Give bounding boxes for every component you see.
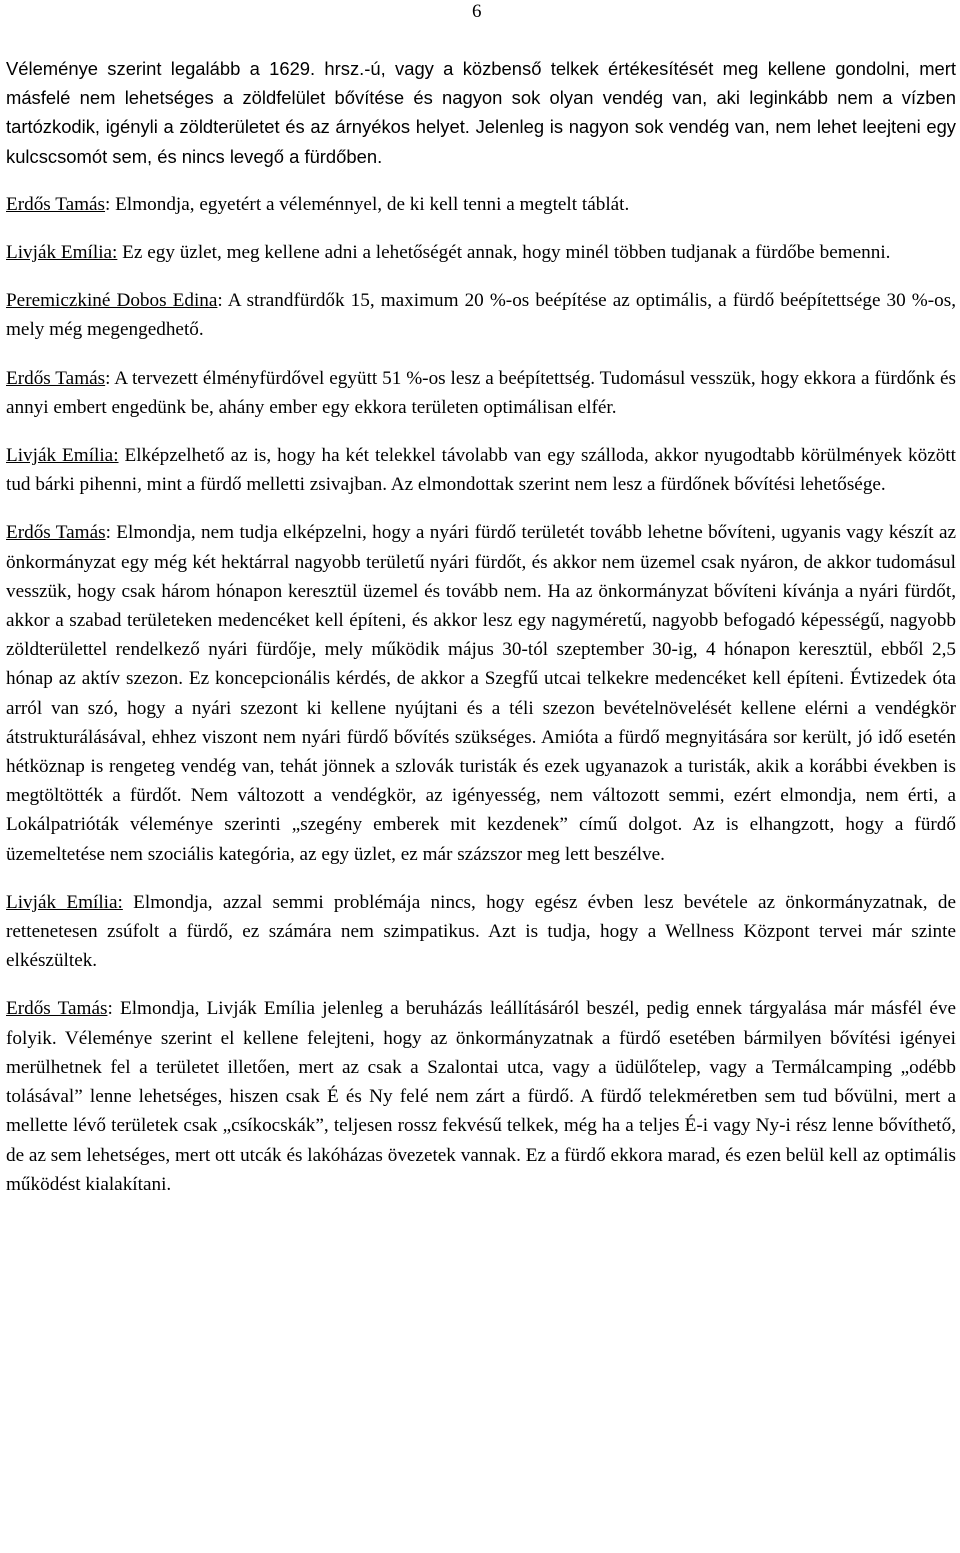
speaker-name: Peremiczkiné Dobos Edina [6, 290, 218, 312]
paragraph-text: : Elmondja, Livják Emília jelenleg a beruházás leállításáról beszél, pedig ennek tárgyalása már másfél éve folyik. Véleménye szerint el kellene felejteni, hogy az önkormányzatnak a fürdő esetében bármilyen bővítési igényei merülhetnek fel a területet illetően, mert az csak a Szalontai utca, vagy a üdülőtelep, vagy a Termálcamping „odébb tolásával” lenne lehetséges, hiszen csak É és Ny felé nem zárt a fürdő. A fürdő telekméretben sem tud bővülni, mert a mellette lévő területek csak „csíkocskák”, teljesen rossz fekvésű telkek, még ha a teljes É-i vagy Ny-i rész lenne bővíthető, de az sem lehetséges, mert ott utcák és lakóházas övezetek vannak. Ez a fürdő ekkora marad, és ezen belül kell az optimális működést kialakítani. [6, 998, 956, 1195]
speaker-name: Erdős Tamás [6, 367, 106, 389]
paragraph-erdos-3 [6, 518, 956, 868]
paragraph-livjak-1 [6, 238, 956, 267]
paragraph-text: : Elmondja, nem tudja elképzelni, hogy a nyári fürdő területét tovább lehetne bővíteni, ugyanis vagy készít az önkormányzat egy még két hektárral nagyobb területű nyári fürdőt, és akkor nem üzemel csak nyáron, de akkor tudomásul vesszük, hogy csak három hónapon keresztül üzemel és tovább nem. Ha az önkormányzat bővíteni kívánja a nyári fürdőt, akkor a szabad területeken medencéket kell építeni, és akkor lesz egy nagyméretű, nagyobb befogadó képességű, nagyobb zöldterülettel rendelkező nyári fürdője, mely működik május 30-tól szeptember 30-ig, 4 hónapon keresztül, ebből 2,5 hónap az aktív szezon. Ez koncepcionális kérdés, de akkor a Szegfű utcai telkekre medencéket kell építeni. Évtizedek óta arról van szó, hogy a nyári szezont ki kellene nyújtani és a téli szezon bevételnövelését kellene elérni a vendégkör átstrukturálásával, ehhez viszont nem nyári fürdő bővítés szükséges. Amióta a fürdő megnyitására sor került, jó idő esetén hétköznap is rengeteg vendég van, tehát jönnek a szlovák turisták és ezek ugyanazok a turisták, akik a korábbi években is megtöltötték a fürdőt. Nem változott a vendégkör, az igényesség, nem változott semmi, ezért elmondja, nem érti, a Lokálpatrióták véleménye szerinti „szegény emberek mit kezdenek” című dolgot. Az is elhangzott, hogy a fürdő üzemeltetése nem szociális kategória, az egy üzlet, ez már százszor meg lett beszélve. [6, 522, 956, 865]
paragraph-erdos-1 [6, 190, 956, 219]
paragraph-erdos-4 [6, 994, 956, 1198]
page-number: 6 [472, 1, 482, 22]
speaker-name: Erdős Tamás [6, 522, 106, 544]
speaker-name: Erdős Tamás [6, 193, 106, 215]
speaker-name: Livják Emília: [6, 891, 123, 913]
paragraph-text: Véleménye szerint legalább a 1629. hrsz.-ú, vagy a közbenső telkek értékesítését meg kellene gondolni, mert másfelé nem lehetséges a zöldfelület bővítése és nagyon sok olyan vendég van, aki leginkább nem a vízben tartózkodik, igényli a zöldterületet és az árnyékos helyet. Jelenleg is nagyon sok vendég van, nem lehet leejteni egy kulcscsomót sem, és nincs levegő a fürdőben. [6, 58, 956, 167]
document-body [6, 54, 956, 1218]
paragraph-text: : A tervezett élményfürdővel együtt 51 %-os lesz a beépítettség. Tudomásul vesszük, hogy ekkora a fürdőnk és annyi embert engedünk be, ahány ember egy ekkora területen optimálisan elfér. [6, 367, 956, 418]
paragraph-erdos-2 [6, 364, 956, 422]
speaker-name: Livják Emília: [6, 445, 119, 467]
paragraph-text: Elmondja, azzal semmi problémája nincs, hogy egész évben lesz bevétele az önkormányzatnak, de rettenetesen zsúfolt a fürdő, ez számára nem szimpatikus. Azt is tudja, hogy a Wellness Központ tervei már szinte elkészültek. [6, 891, 956, 972]
paragraph-opening [6, 54, 956, 171]
paragraph-text: : Elmondja, egyetért a véleménnyel, de ki kell tenni a megtelt táblát. [105, 193, 630, 215]
paragraph-livjak-2 [6, 441, 956, 499]
paragraph-livjak-3 [6, 888, 956, 976]
paragraph-text: : A strandfürdők 15, maximum 20 %-os beépítése az optimális, a fürdő beépítettsége 30 %-os, mely még megengedhető. [6, 290, 956, 341]
speaker-name: Livják Emília: [6, 242, 118, 264]
speaker-name: Erdős Tamás [6, 998, 108, 1020]
paragraph-text: Elképzelhető az is, hogy ha két telekkel távolabb van egy szálloda, akkor nyugodtabb körülmények között tud bárki pihenni, mint a fürdő melletti zsivajban. Az elmondottak szerint nem lesz a fürdőnek bővítési lehetősége. [6, 445, 956, 496]
paragraph-text: Ez egy üzlet, meg kellene adni a lehetőségét annak, hogy minél többen tudjanak a fürdőbe bemenni. [117, 242, 891, 264]
paragraph-peremiczkine-1 [6, 286, 956, 344]
